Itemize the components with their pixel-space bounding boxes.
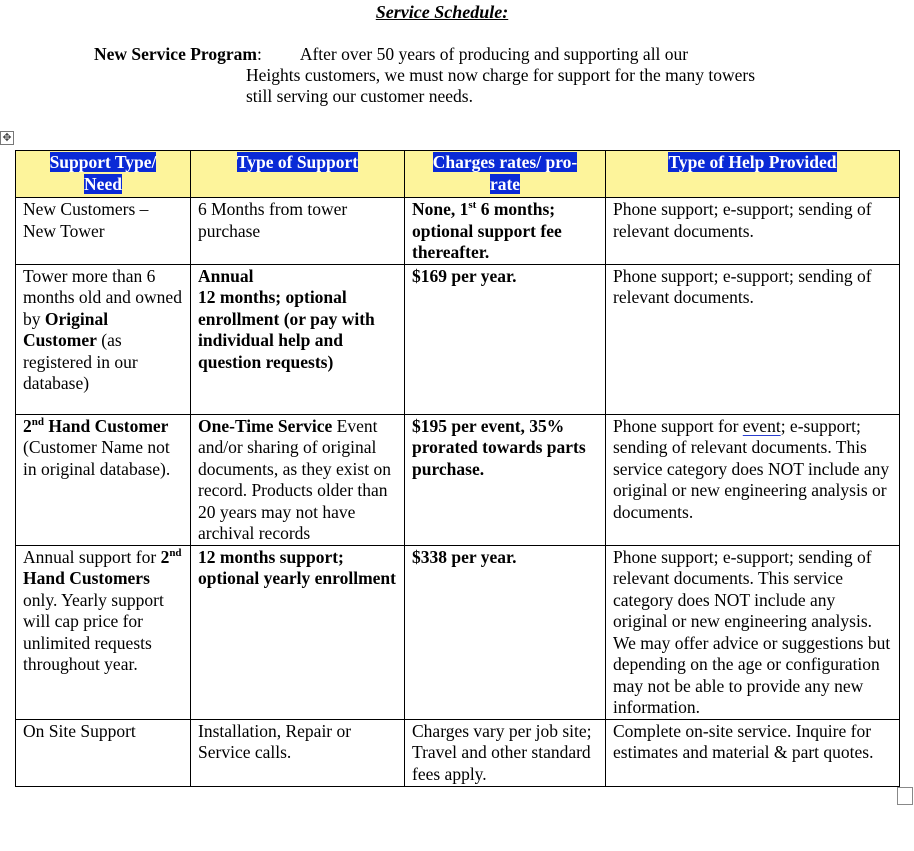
cell-charge: Charges vary per job site; Travel and other standard fees apply. [405,719,606,786]
cell-charge: $169 per year. [405,264,606,414]
header-support-type: Support Type/ Need [16,151,191,198]
program-label: New Service Program: [94,44,262,64]
header-type-of-support: Type of Support [191,151,405,198]
cell-charge: $338 per year. [405,545,606,719]
move-handle-icon[interactable]: ✥ [0,131,14,145]
page-title: Service Schedule: [375,2,509,22]
header-charges: Charges rates/ pro- rate [405,151,606,198]
intro-line-3: still serving our customer needs. [246,86,473,106]
cell-support: 12 months support; optional yearly enrollment [191,545,405,719]
table-row [16,545,900,719]
table-header-row [16,151,900,198]
cell-need: Tower more than 6 months old and owned by Original Customer (as registered in our database) [16,264,191,414]
intro-line-2: Heights customers, we must now charge for support for the many towers [246,65,756,85]
table-row [16,198,900,265]
cell-support: One-Time Service Event and/or sharing of original documents, as they exist on record. Products older than 20 years may not have archival records [191,414,405,545]
cell-support: 6 Months from tower purchase [191,198,405,265]
table-row [16,264,900,414]
cell-need: New Customers – New Tower [16,198,191,265]
header-type-of-help: Type of Help Provided [606,151,900,198]
cell-charge: None, 1st 6 months; optional support fee thereafter. [405,198,606,265]
table-row [16,719,900,786]
table-row [16,414,900,545]
cell-need: Annual support for 2nd Hand Customers only. Yearly support will cap price for unlimited requests throughout year. [16,545,191,719]
cell-support: Installation, Repair or Service calls. [191,719,405,786]
intro-line-1: After over 50 years of producing and supporting all our [299,44,689,64]
intro-paragraph [94,44,814,107]
service-schedule-table [15,150,900,787]
cell-help: Complete on-site service. Inquire for estimates and material & part quotes. [606,719,900,786]
cell-need: 2nd Hand Customer (Customer Name not in original database). [16,414,191,545]
cell-charge: $195 per event, 35% prorated towards parts purchase. [405,414,606,545]
cell-support: Annual 12 months; optional enrollment (or pay with individual help and question requests) [191,264,405,414]
cell-help: Phone support for event; e-support; sending of relevant documents. This service category does NOT include any original or new engineering analysis or documents. [606,414,900,545]
event-link[interactable]: event [742,415,781,436]
cell-help: Phone support; e-support; sending of relevant documents. [606,198,900,265]
cell-help: Phone support; e-support; sending of relevant documents. This service category does NOT include any original or new engineering analysis. We may offer advice or suggestions but depending on the age or configuration may not be able to provide any new information. [606,545,900,719]
cell-help: Phone support; e-support; sending of relevant documents. [606,264,900,414]
cell-need: On Site Support [16,719,191,786]
resize-handle-icon[interactable] [897,787,913,805]
